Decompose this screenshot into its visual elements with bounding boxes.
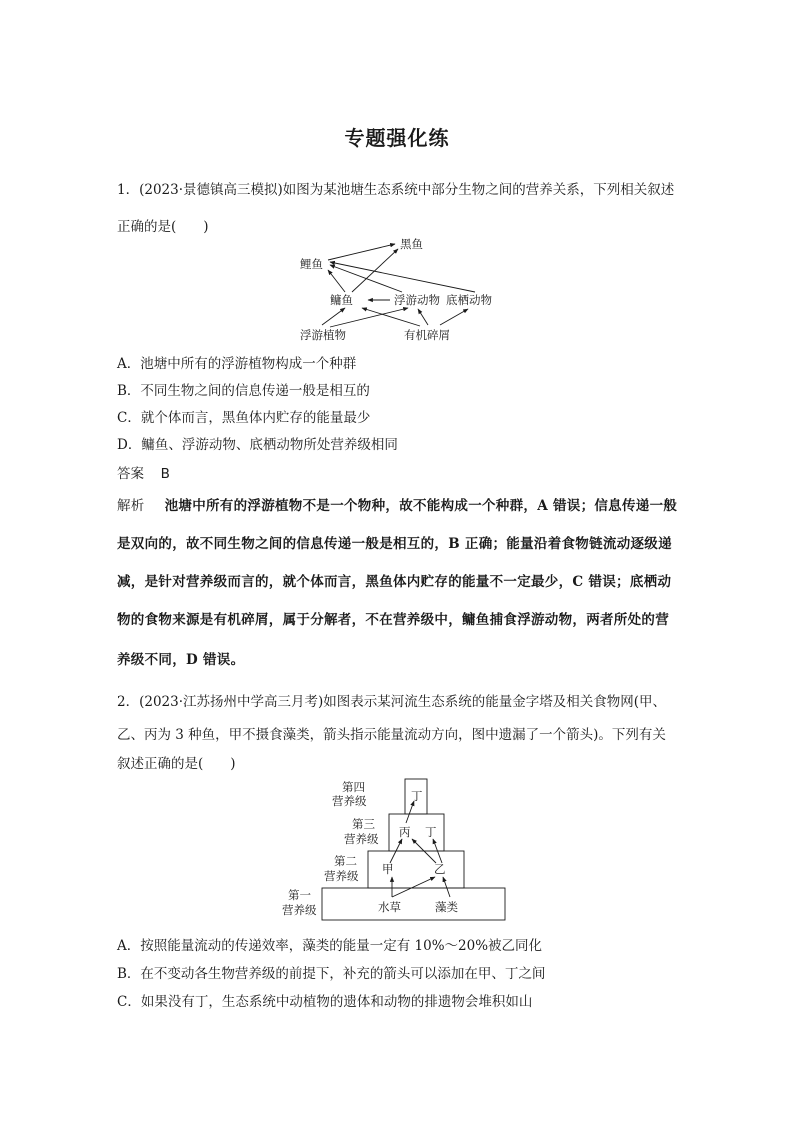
pyramid-level-1 [322, 888, 505, 920]
q2-energy-pyramid [280, 775, 510, 925]
q1-option-b: B．不同生物之间的信息传递一般是相互的 [117, 383, 370, 399]
node-shuicao: 水草 [378, 900, 401, 914]
label-level3-line2: 营养级 [344, 832, 379, 846]
node-jia: 甲 [382, 862, 394, 876]
node-fuyoudongwu: 浮游动物 [394, 293, 440, 307]
label-level2-line1: 第二 [334, 854, 357, 868]
node-yongyu: 鳙鱼 [330, 293, 353, 307]
q1-option-d: D．鳙鱼、浮游动物、底栖动物所处营养级相同 [117, 437, 398, 453]
q2-stem-line-3: 叙述正确的是( ) [117, 756, 236, 772]
q2-stem-line-2: 乙、丙为 3 种鱼，甲不摄食藻类，箭头指示能量流动方向，图中遗漏了一个箭头)。下列有关 [117, 727, 666, 743]
explanation-text-1: 池塘中所有的浮游植物不是一个物种，故不能构成一个种群，A 错误；信息传递一般 [164, 498, 678, 514]
arrow-youjisuixie-dixidongwu [440, 309, 468, 325]
arrow-shuicao-yi [392, 877, 435, 897]
q1-explanation-line-2: 是双向的，故不同生物之间的信息传递一般是相互的，B 正确；能量沿着食物链流动逐级递 [117, 536, 672, 552]
q1-stem-line-1: 1．(2023·景德镇高三模拟)如图为某池塘生态系统中部分生物之间的营养关系，下列相关叙述 [117, 182, 675, 198]
arrow-dixidongwu-liyu [330, 262, 475, 292]
node-zaolei: 藻类 [435, 900, 458, 914]
node-ding-top: 丁 [411, 789, 423, 803]
q1-option-c: C．就个体而言，黑鱼体内贮存的能量最少 [117, 410, 371, 426]
arrow-youjisuixie-fuyoudongwu [418, 309, 428, 325]
q1-answer-row [117, 462, 170, 482]
node-yi: 乙 [434, 862, 446, 876]
arrow-yongyu-liyu [328, 270, 345, 292]
q2-option-a: A．按照能量流动的传递效率，藻类的能量一定有 10%～20%被乙同化 [117, 938, 543, 954]
q2-option-b: B．在不变动各生物营养级的前提下，补充的箭头可以添加在甲、丁之间 [117, 966, 546, 982]
q1-food-web-diagram [290, 232, 510, 346]
q1-explanation-line-1 [117, 494, 677, 514]
node-youjisuixie: 有机碎屑 [404, 328, 450, 342]
q1-stem-line-2: 正确的是( ) [117, 219, 209, 235]
arrow-bing-ding [406, 801, 414, 823]
node-liyu: 鲤鱼 [300, 257, 323, 271]
q1-explanation-line-5: 养级不同，D 错误。 [117, 652, 245, 668]
arrow-zaolei-yi [443, 877, 450, 897]
explanation-label: 解析 [117, 498, 145, 514]
answer-label: 答案 [117, 466, 144, 482]
answer-value: B [160, 466, 170, 482]
node-bing: 丙 [399, 825, 411, 839]
q1-explanation-line-4: 物的食物来源是有机碎屑，属于分解者，不在营养级中，鳙鱼捕食浮游动物，两者所处的营 [117, 612, 669, 628]
q2-option-c: C．如果没有丁，生态系统中动植物的遗体和动物的排遗物会堆积如山 [117, 994, 533, 1010]
node-fuyouzhiwu: 浮游植物 [300, 328, 346, 342]
node-heiyu: 黑鱼 [400, 237, 423, 251]
arrow-liyu-heiyu [328, 244, 395, 260]
q1-explanation-line-3: 减，是针对营养级而言的，就个体而言，黑鱼体内贮存的能量不一定最少，C 错误；底栖动 [117, 574, 672, 590]
label-level4-line1: 第四 [342, 780, 365, 794]
arrow-fuyouzhiwu-yongyu [322, 308, 345, 325]
q1-option-a: A．池塘中所有的浮游植物构成一个种群 [117, 356, 357, 372]
label-level1-line1: 第一 [288, 888, 311, 902]
arrow-yongyu-heiyu [352, 249, 398, 292]
page-title: 专题强化练 [344, 126, 450, 150]
node-ding-mid: 丁 [425, 825, 437, 839]
node-dixidongwu: 底栖动物 [446, 293, 492, 307]
label-level1-line2: 营养级 [282, 903, 317, 917]
label-level3-line1: 第三 [352, 817, 375, 831]
q2-stem-line-1: 2．(2023·江苏扬州中学高三月考)如图表示某河流生态系统的能量金字塔及相关食物网(甲、 [117, 694, 667, 710]
label-level2-line2: 营养级 [324, 869, 359, 883]
label-level4-line2: 营养级 [332, 794, 367, 808]
